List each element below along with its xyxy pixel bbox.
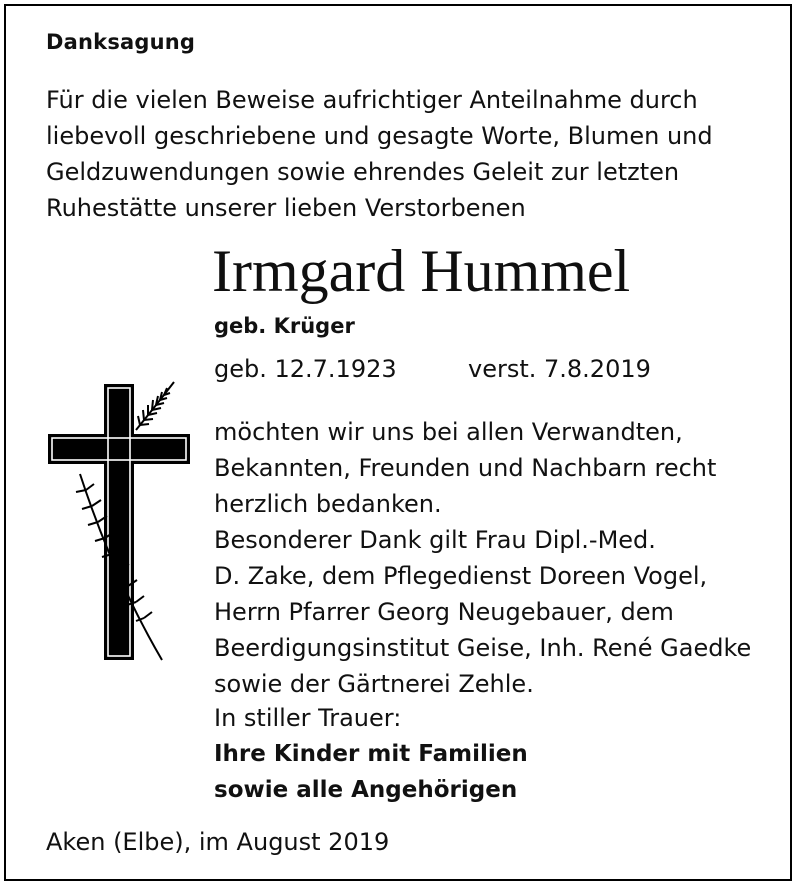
death-date: verst. 7.8.2019 bbox=[468, 355, 651, 383]
birth-date: geb. 12.7.1923 bbox=[214, 355, 397, 383]
mourners-line: Ihre Kinder mit Familien bbox=[214, 741, 528, 767]
intro-line: Geldzuwendungen sowie ehrendes Geleit zur letzten bbox=[46, 158, 680, 186]
thanks-line: sowie der Gärtnerei Zehle. bbox=[214, 670, 534, 698]
mourners-line: sowie alle Angehörigen bbox=[214, 777, 518, 803]
mourners-block bbox=[214, 700, 528, 808]
thanks-line: Herrn Pfarrer Georg Neugebauer, dem bbox=[214, 598, 674, 626]
intro-line: liebevoll geschriebene und gesagte Worte, Blumen und bbox=[46, 122, 713, 150]
thanks-line: Besonderer Dank gilt Frau Dipl.-Med. bbox=[214, 526, 656, 554]
life-dates bbox=[214, 355, 651, 383]
thanks-line: möchten wir uns bei allen Verwandten, bbox=[214, 418, 683, 446]
thanks-line: D. Zake, dem Pflegedienst Doreen Vogel, bbox=[214, 562, 708, 590]
thanks-line: herzlich bedanken. bbox=[214, 490, 442, 518]
intro-text bbox=[46, 82, 766, 226]
intro-line: Für die vielen Beweise aufrichtiger Anteilnahme durch bbox=[46, 86, 698, 114]
intro-line: Ruhestätte unserer lieben Verstorbenen bbox=[46, 194, 526, 222]
thanks-text bbox=[214, 414, 751, 702]
thanks-line: Beerdigungsinstitut Geise, Inh. René Gaedke bbox=[214, 634, 752, 662]
mourners-intro: In stiller Trauer: bbox=[214, 704, 402, 732]
cross-icon bbox=[44, 378, 194, 668]
cross-emblem bbox=[44, 378, 194, 668]
cross-shape bbox=[48, 384, 190, 660]
maiden-name: geb. Krüger bbox=[214, 314, 355, 338]
place-date: Aken (Elbe), im August 2019 bbox=[46, 828, 390, 856]
notice-heading: Danksagung bbox=[46, 30, 196, 54]
deceased-name: Irmgard Hummel bbox=[212, 238, 631, 304]
palm-branch-upper-icon bbox=[136, 382, 174, 430]
thanks-line: Bekannten, Freunden und Nachbarn recht bbox=[214, 454, 717, 482]
